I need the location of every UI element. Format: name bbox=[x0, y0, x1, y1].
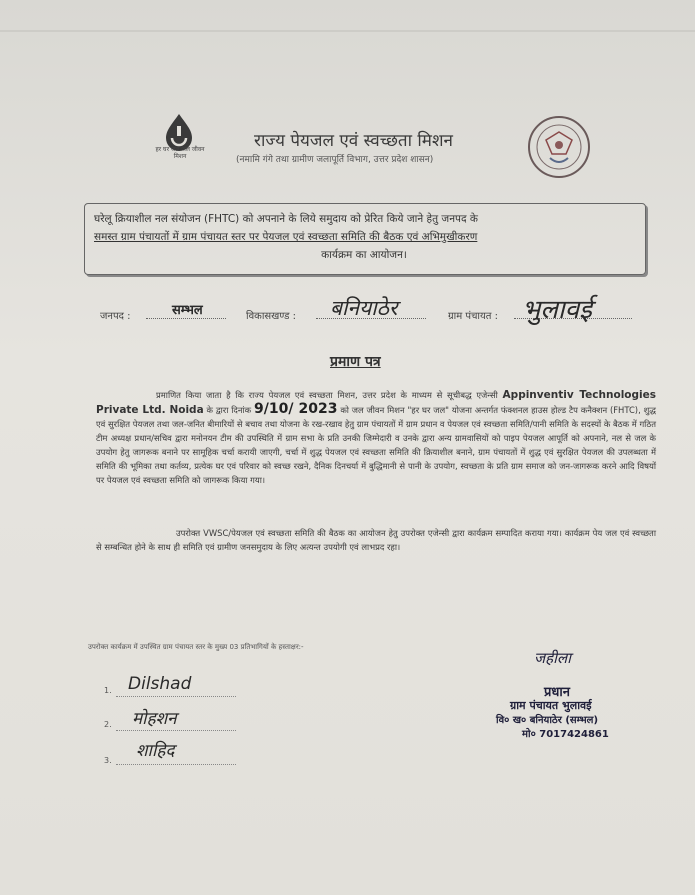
block-label: विकासखण्ड : bbox=[246, 311, 297, 322]
jal-jeevan-mission-logo bbox=[150, 110, 208, 180]
up-government-emblem bbox=[526, 114, 592, 180]
certificate-heading: प्रमाण पत्र bbox=[330, 354, 381, 370]
participant-line-2 bbox=[116, 730, 236, 731]
panchayat-label: ग्राम पंचायत : bbox=[448, 311, 499, 322]
district-label: जनपद : bbox=[100, 311, 131, 322]
paper-fold bbox=[0, 30, 695, 32]
certificate-paragraph-2: उपरोक्त VWSC/पेयजल एवं स्वच्छता समिति की बैठक का आयोजन हेतु उपरोक्त एजेन्सी द्वारा कार्यक्रम सम्पादित कराया गया। कार्यक्रम पेय जल एवं स्वच्छता से सम्बन्धित होने के साथ ही समिति एवं ग्रामीण जनसमुदाय के लिए अत्यन्त उपयोगी एवं लाभप्रद रहा। bbox=[96, 528, 656, 552]
pradhan-signature: जहीला bbox=[534, 649, 572, 667]
participant-signature-2: मोहशन bbox=[132, 709, 177, 729]
participant-number-3: 3. bbox=[104, 756, 112, 765]
block-value: बनियाठेर bbox=[330, 296, 398, 320]
participant-number-2: 2. bbox=[104, 720, 112, 729]
subject-text bbox=[94, 210, 634, 264]
mission-subtitle: (नमामि गंगे तथा ग्रामीण जलापूर्ति विभाग, उत्तर प्रदेश शासन) bbox=[236, 155, 434, 165]
participant-line-1 bbox=[116, 696, 236, 697]
banner-line-3: कार्यक्रम का आयोजन। bbox=[321, 249, 407, 261]
district-dotted-line bbox=[146, 318, 226, 319]
p1-part-c: को जल जीवन मिशन "हर घर जल" योजना अन्तर्गत फंक्शनल हाउस होल्ड टैप कनैक्शन (FHTC), शुद्ध एवं सुरक्षित पेयजल तथा जल-जनित बीमारियों से बचाव तथा योजना के रख-रखाव हेतु ग्राम पंचायतों में ग्राम प्रधान व पेयजल एवं स्वच्छता समिति/पानी समिति के सदस्यों के बैठक में गठित टीम अध्यक्ष प्रधान/सचिव द्वारा मनोनयन टीम की उपस्थिति में ग्राम सभा के प्रति उनकी जिम्मेदारी व उनके द्वारा अन्य ग्रामवासियों को पाइप पेयजल आपूर्ति को अपनाने, नल से जल के उपयोग हेतु जागरूक बनाने पर सामूहिक चर्चा करायी जाएगी, चर्चा में शुद्ध पेयजल एवं स्वच्छता समिति की क्रियाशील बनाने, ग्राम पंचायतों में शुद्ध एवं सुरक्षित पेयजल की उपलब्धता में समिति की भूमिका तथा कर्तव्य, प्रत्येक घर एवं परिवार को स्वच्छ रखने, दैनिक दिनचर्या में बुद्धिमानी से पानी के उपयोग, स्वच्छता के प्रति ग्राम समाज को जन-जागरूक करने आदि विषयों पर पेयजल एवं स्वच्छता समिति को जागरूक किया गया। bbox=[96, 405, 656, 485]
pradhan-stamp bbox=[492, 648, 662, 748]
program-date: 9/10/ 2023 bbox=[253, 401, 338, 417]
participants-intro: उपरोक्त कार्यक्रम में उपस्थित ग्राम पंचायत स्तर के मुख्य 03 प्रतिभागियों के हस्ताक्षर:- bbox=[88, 643, 304, 651]
stamp-designation: प्रधान bbox=[544, 685, 570, 700]
certificate-paragraph-1 bbox=[96, 388, 656, 487]
banner-line-2: समस्त ग्राम पंचायतों में ग्राम पंचायत स्तर पर पेयजल एवं स्वच्छता समिति की बैठक एवं अभिमुखीकरण bbox=[94, 231, 478, 243]
p1-part-b: के द्वारा दिनांक bbox=[206, 405, 252, 415]
stamp-mobile: मो० 7017424861 bbox=[522, 729, 609, 740]
participant-signature-1: Dilshad bbox=[128, 674, 192, 694]
panchayat-value: भुलावई bbox=[522, 295, 592, 325]
stamp-block: वि० ख० बनियाठेर (सम्भल) bbox=[496, 715, 599, 726]
agency-name: Appinventiv Technologies Private Ltd. Noida bbox=[96, 389, 656, 416]
p1-part-a: प्रमाणित किया जाता है कि राज्य पेयजल एवं स्वच्छता मिशन, उत्तर प्रदेश के माध्यम से सूचीबद्ध एजेन्सी bbox=[156, 390, 498, 400]
left-logo-caption: हर घर जल जल जीवन मिशन bbox=[155, 146, 205, 160]
district-value: सम्भल bbox=[172, 303, 203, 318]
mission-title: राज्य पेयजल एवं स्वच्छता मिशन bbox=[254, 131, 453, 151]
participant-signature-3: शाहिद bbox=[136, 741, 175, 761]
participant-number-1: 1. bbox=[104, 686, 112, 695]
banner-line-1: घरेलू क्रियाशील नल संयोजन (FHTC) को अपनाने के लिये समुदाय को प्रेरित किये जाने हेतु जनपद के bbox=[94, 213, 478, 225]
participant-line-3 bbox=[116, 764, 236, 765]
stamp-panchayat: ग्राम पंचायत भुलावई bbox=[510, 699, 592, 712]
